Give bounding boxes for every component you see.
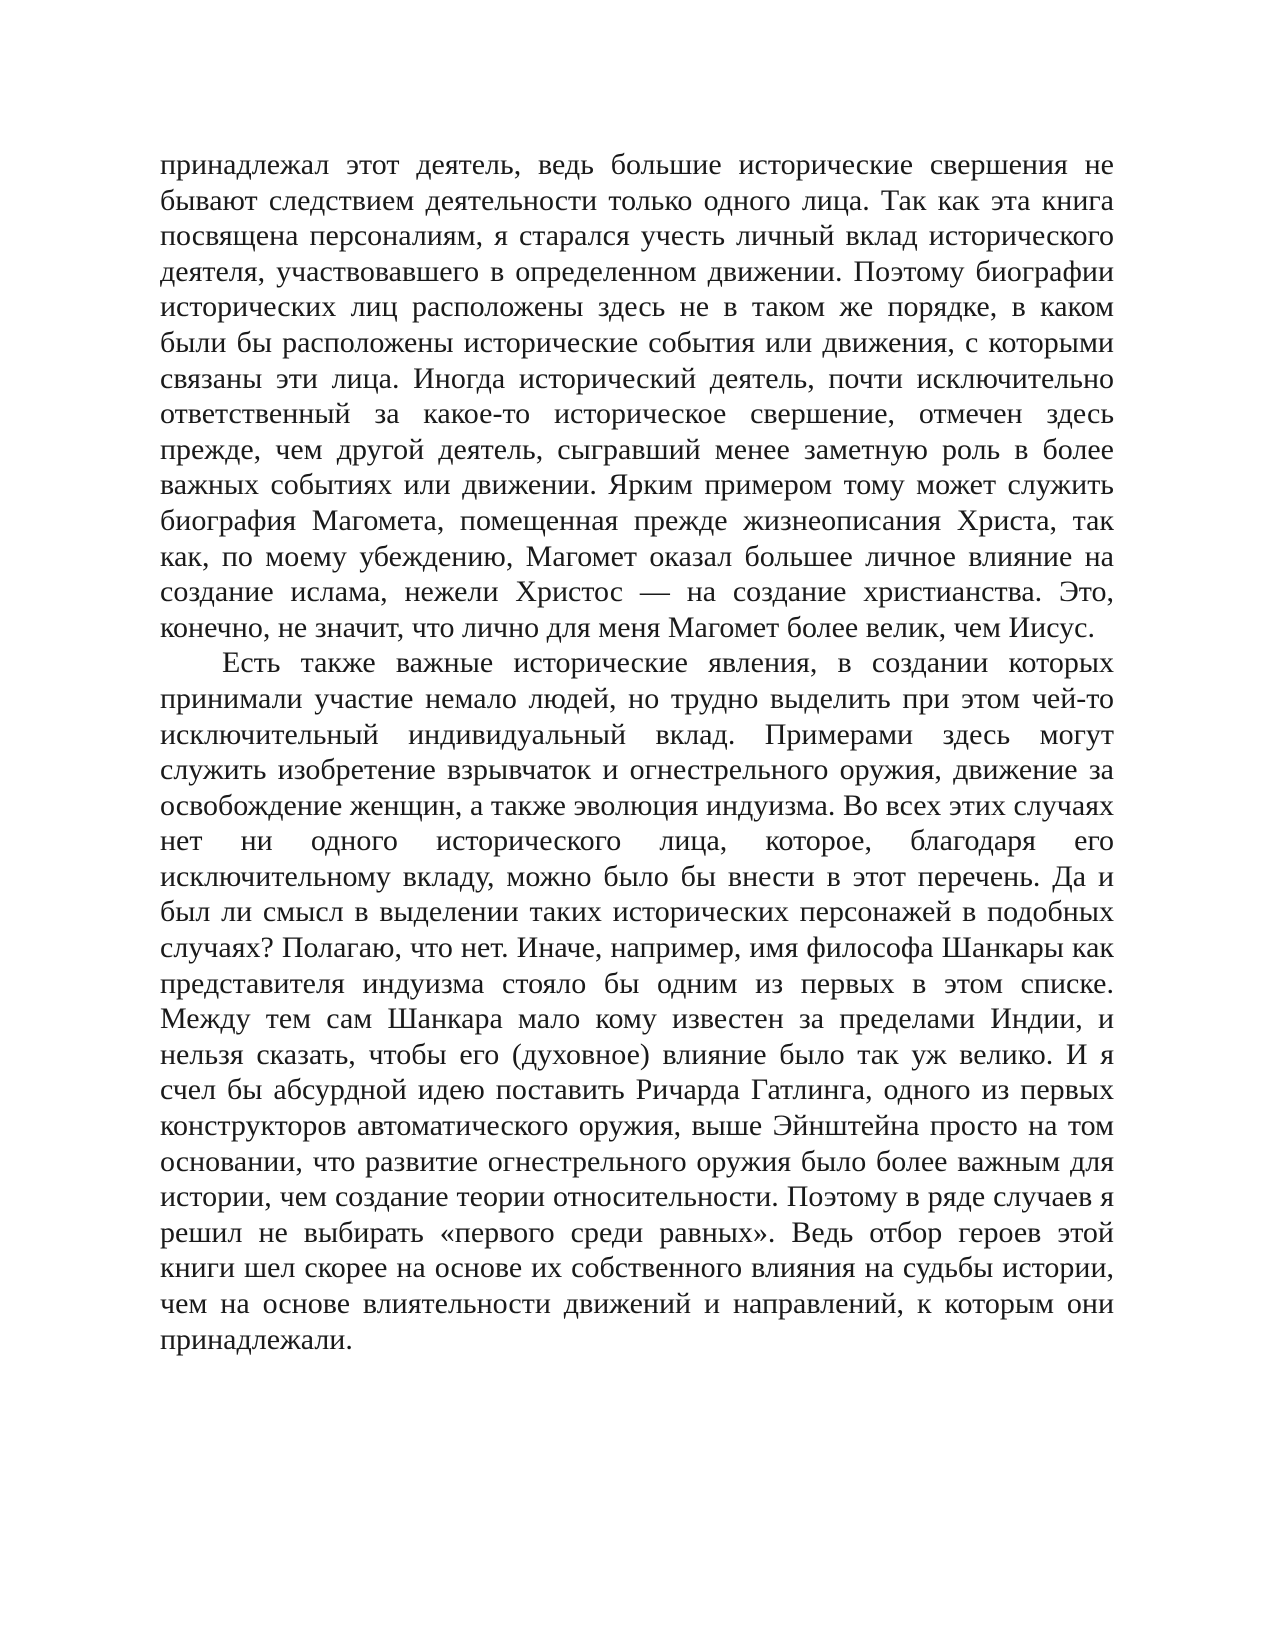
paragraph: Есть также важные исторические явления, в создании которых принимали участие немало людей, но трудно выделить при этом чей-то исключительный индивидуальный вклад. Примерами здесь могут служить изобретение взрывчаток и огнестрельного оружия, движение за освобождение женщин, а также эволюция индуизма. Во всех этих случаях нет ни одного исторического лица, которое, благодаря его исключительному вкладу, можно было бы внести в этот перечень. Да и был ли смысл в выделении таких исторических персонажей в подобных случаях? Полагаю, что нет. Иначе, например, имя философа Шанкары как представителя индуизма стояло бы одним из первых в этом списке. Между тем сам Шанкара мало кому известен за пределами Индии, и нельзя сказать, чтобы его (духовное) влияние было так уж велико. И я счел бы абсурдной идею поставить Ричарда Гатлинга, одного из первых конструкторов автоматического оружия, выше Эйнштейна просто на том основании, что развитие огнестрельного оружия было более важным для истории, чем создание теории относительности. Поэтому в ряде случаев я решил не выбирать «первого среди равных». Ведь отбор героев этой книги шел скорее на основе их собственного влияния на судьбы истории, чем на основе влиятельности движений и направлений, к которым они принадлежали.	[160, 646, 1114, 1356]
paragraph-continued: принадлежал этот деятель, ведь большие исторические свершения не бывают следствием деятельности только одного лица. Так как эта книга посвящена персоналиям, я старался учесть личный вклад исторического деятеля, участвовавшего в определенном движении. Поэтому биографии исторических лиц расположены здесь не в таком же порядке, в каком были бы расположены исторические события или движения, с которыми связаны эти лица. Иногда исторический деятель, почти исключительно ответственный за какое-то историческое свершение, отмечен здесь прежде, чем другой деятель, сыгравший менее заметную роль в более важных событиях или движении. Ярким примером тому может служить биография Магомета, помещенная прежде жизнеописания Христа, так как, по моему убеждению, Магомет оказал большее личное влияние на создание ислама, нежели Христос — на создание христианства. Это, конечно, не значит, что лично для меня Магомет более велик, чем Иисус.	[160, 148, 1114, 644]
body-text	[160, 147, 1114, 1357]
